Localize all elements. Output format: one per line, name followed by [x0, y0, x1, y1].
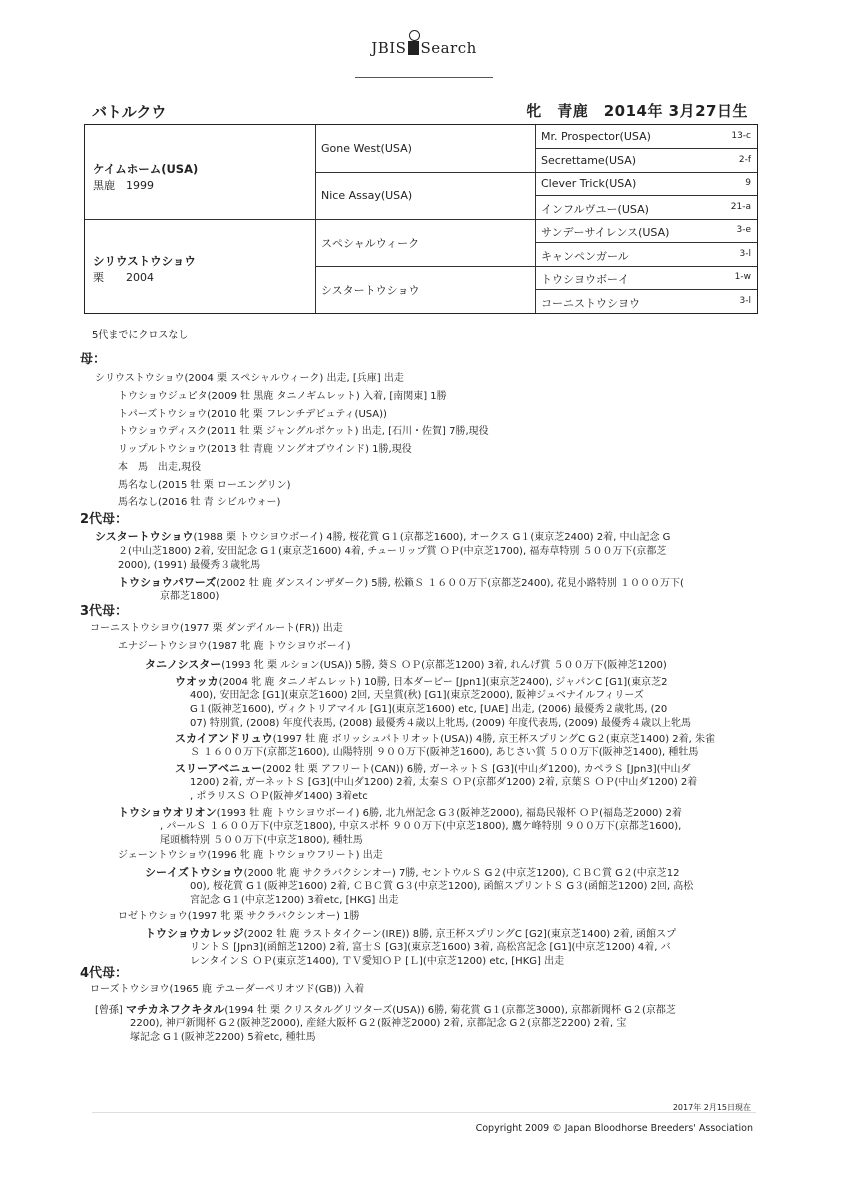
gen3-family-code: 1-w: [734, 272, 751, 282]
as-of-date: 2017年 2月15日現在: [672, 1103, 751, 1112]
family-line: [118, 496, 280, 509]
line-text: 本 馬 出走,現役: [118, 462, 202, 473]
gen2-dam-dam: シスタートウショウ: [321, 284, 420, 297]
line-text: 07) 特別賞, (2008) 年度代表馬, (2008) 最優秀４歳以上牝馬, (2009) 年度代表馬, (2009) 最優秀４歳以上牝馬: [190, 718, 691, 729]
line-text: (1994 牡 栗 クリスタルグリツターズ(USA)) 6勝, 菊花賞 G１(京都芝3000), 京都新聞杯 G２(京都芝: [224, 1005, 676, 1016]
family-line: [190, 717, 691, 730]
family-line: [118, 461, 201, 474]
family-line: [175, 732, 715, 746]
cross-note: 5代までにクロスなし: [92, 330, 189, 341]
family-line: [190, 776, 697, 789]
line-text: トパーズトウショウ(2010 牝 栗 フレンチデピュティ(USA)): [118, 409, 387, 420]
family-line: [118, 390, 447, 403]
horse-info: 牝 青鹿 2014年 3月27日生: [526, 102, 748, 120]
dam-name: シリウストウショウ: [93, 254, 196, 268]
gen3-family-code: 3-l: [739, 249, 751, 259]
family-line: [175, 675, 667, 689]
family-line: [95, 372, 404, 385]
pedigree-table: [84, 124, 758, 314]
horse-name: バトルクウ: [92, 103, 167, 121]
family-line: [190, 703, 667, 716]
row-divider-gen3-1: [535, 148, 757, 149]
gen3-family-code: 2-f: [738, 155, 751, 165]
family-line: [90, 983, 364, 996]
sire-detail: 黒鹿 1999: [93, 179, 154, 192]
logo-underline: [355, 77, 493, 78]
dam-cell: [93, 253, 196, 285]
horse-name-bold: ウオッカ: [175, 675, 219, 688]
line-text: ロゼトウショウ(1997 牝 栗 サクラバクシンオー) 1勝: [118, 911, 360, 922]
line-text: レンタインＳ ＯＰ(東京芝1400), ＴＶ愛知ＯＰ [Ｌ](中京芝1200) etc, [HKG] 出走: [190, 956, 565, 967]
gen3-family-code: 13-c: [731, 131, 751, 141]
family-line: [160, 820, 681, 833]
magnifier-icon: [408, 41, 419, 55]
line-text: (1993 牡 鹿 トウシヨウボーイ) 6勝, 北九州記念 G３(阪神芝2000), 福島民報杯 ＯＰ(福島芝2000) 2着: [216, 808, 682, 819]
gen3-ancestor: インフルヴユー(USA): [541, 203, 649, 216]
gen3-ancestor: Mr. Prospector(USA): [541, 130, 651, 143]
relation-prefix: [曾孫]: [95, 1005, 126, 1016]
family-line: [118, 640, 351, 653]
line-text: (2004 牝 鹿 タニノギムレット) 10勝, 日本ダービー [Jpn1](東京芝2400), ジャパンC [G1](東京芝2: [218, 677, 668, 688]
gen3-family-code: 21-a: [730, 202, 751, 212]
sire-cell: [93, 161, 198, 193]
family-line: [145, 927, 676, 941]
line-text: 2000), (1991) 最優秀３歳牝馬: [118, 560, 261, 571]
line-text: (2000 牝 鹿 サクラバクシンオー) 7勝, セントウルＳ G２(中京芝1200), ＣＢＣ賞 G２(中京芝12: [243, 868, 680, 879]
row-divider-gen3-2: [535, 195, 757, 196]
horse-name-bold: トウショウパワーズ: [118, 576, 217, 589]
section-4th-dam: 4代母：: [80, 966, 129, 981]
section-2nd-dam: 2代母：: [80, 512, 129, 527]
gen3-ancestor: コーニストウシヨウ: [541, 297, 640, 310]
horse-name-bold: シーイズトウショウ: [145, 866, 244, 879]
line-text: シリウストウショウ(2004 栗 スペシャルウィーク) 出走, [兵庫] 出走: [95, 373, 404, 384]
section-dam: 母：: [80, 352, 107, 367]
line-text: エナジートウシヨウ(1987 牝 鹿 トウシヨウボーイ): [118, 641, 351, 652]
line-text: トウショウディスク(2011 牡 栗 ジャングルポケット) 出走, [石川・佐賀] 7勝,現役: [118, 426, 489, 437]
family-line: [145, 866, 680, 880]
line-text: Ｓ １６００万下(京都芝1600), 山陽特別 ９００万下(阪神芝1600), あじさい賞 ５００万下(阪神芝1400), 種牡馬: [190, 747, 699, 758]
family-line: [130, 1031, 316, 1044]
line-text: リントＳ [Jpn3](函館芝1200) 2着, 富士Ｓ [G3](東京芝1600) 3着, 高松宮記念 [G1](中京芝1200) 4着, バ: [190, 942, 671, 953]
family-line: [95, 530, 670, 544]
family-line: [118, 443, 412, 456]
line-text: (2002 牡 鹿 ダンスインザダーク) 5勝, 松籟Ｓ １６００万下(京都芝2400), 花見小路特別 １０００万下(: [216, 578, 684, 589]
family-line: [160, 834, 363, 847]
family-line: [130, 1017, 626, 1030]
family-line: [95, 1003, 676, 1017]
horse-name-bold: スカイアンドリュウ: [175, 732, 273, 745]
line-text: 00), 桜花賞 G１(阪神芝1600) 2着, ＣＢＣ賞 G３(中京芝1200), 函館スプリントＳ G３(函館芝1200) 2回, 高松: [190, 881, 694, 892]
family-line: [190, 880, 693, 893]
row-divider-gen3-3: [535, 242, 757, 243]
gen3-ancestor: トウシヨウボーイ: [541, 273, 629, 286]
jbis-logo: [0, 38, 848, 57]
gen3-ancestor: Secrettame(USA): [541, 154, 637, 167]
line-text: (1993 牝 栗 ルション(USA)) 5勝, 葵Ｓ ＯＰ(京都芝1200) 3着, れんげ賞 ５００万下(阪神芝1200): [221, 660, 667, 671]
horse-name-bold: タニノシスター: [145, 658, 222, 671]
sire-name: ケイムホーム(USA): [93, 162, 199, 176]
family-line: [118, 910, 359, 923]
family-line: [190, 955, 564, 968]
gen3-family-code: 9: [745, 178, 751, 188]
gen3-ancestor: Clever Trick(USA): [541, 177, 637, 190]
line-text: , パールＳ １６００万下(中京芝1800), 中京スポ杯 ９００万下(中京芝1800), 鷹ケ峰特別 ９００万下(京都芝1600),: [160, 821, 682, 832]
family-line: [160, 590, 219, 603]
family-line: [118, 576, 684, 590]
copyright: Copyright 2009 © Japan Bloodhorse Breeders' Association: [475, 1123, 753, 1134]
line-text: ジェーントウショウ(1996 牝 鹿 トウショウフリート) 出走: [118, 850, 383, 861]
horse-name-bold: トウショウオリオン: [118, 806, 217, 819]
line-text: 2200), 神戸新聞杯 G２(阪神芝2000), 産経大阪杯 G２(阪神芝2000) 2着, 京都記念 G２(京都芝2200) 2着, 宝: [130, 1018, 627, 1029]
family-line: [175, 762, 691, 776]
family-line: [118, 806, 682, 820]
line-text: 馬名なし(2016 牡 青 シビルウォー): [118, 497, 281, 508]
family-line: [118, 479, 291, 492]
line-text: 1200) 2着, ガーネットＳ [G3](中山ダ1200) 2着, 太秦Ｓ ＯＰ(京都ダ1200) 2着, 京葉Ｓ ＯＰ(中山ダ1200) 2着: [190, 777, 698, 788]
line-text: (1997 牡 鹿 ボリッシュパトリオット(USA)) 4勝, 京王杯スプリングC G２(東京芝1400) 2着, 朱雀: [272, 734, 716, 745]
row-divider-gen1: [85, 219, 757, 220]
family-line: [118, 408, 387, 421]
line-text: ２(中山芝1800) 2着, 安田記念 G１(東京芝1600) 4着, チューリップ賞 ＯＰ(中京芝1700), 福寿草特別 ５００万下(京都芝: [118, 546, 667, 557]
family-line: [190, 790, 368, 803]
row-divider-gen2-b: [315, 266, 757, 267]
footer-divider: [92, 1112, 756, 1113]
horse-name-bold: スリーアベニュー: [175, 762, 263, 775]
line-text: (1988 栗 トウシヨウボーイ) 4勝, 桜花賞 G１(京都芝1600), オークス G１(東京芝2400) 2着, 中山記念 G: [193, 532, 671, 543]
line-text: 尾頭橋特別 ５００万下(中京芝1800), 種牡馬: [160, 835, 363, 846]
gen3-ancestor: サンデーサイレンス(USA): [541, 226, 670, 239]
horse-name-bold: マチカネフクキタル: [125, 1003, 225, 1016]
family-line: [118, 849, 383, 862]
row-divider-gen2-a: [315, 172, 757, 173]
gen2-sire-dam: Nice Assay(USA): [321, 189, 413, 202]
line-text: (2002 牡 栗 アフリート(CAN)) 6勝, ガーネットＳ [G3](中山ダ1200), カペラＳ [Jpn3](中山ダ: [262, 764, 691, 775]
gen3-family-code: 3-l: [739, 296, 751, 306]
family-line: [90, 622, 343, 635]
dam-detail: 栗 2004: [93, 271, 154, 284]
gen3-family-code: 3-e: [736, 225, 751, 235]
line-text: 400), 安田記念 [G1](東京芝1600) 2回, 天皇賞(秋) [G1](東京芝2000), 阪神ジュベナイルフィリーズ: [190, 690, 644, 701]
family-line: [190, 746, 698, 759]
row-divider-gen3-4: [535, 289, 757, 290]
horse-name-bold: トウショウカレッジ: [145, 927, 244, 940]
line-text: コーニストウシヨウ(1977 栗 ダンデイルート(FR)) 出走: [90, 623, 343, 634]
family-line: [118, 545, 666, 558]
horse-name-bold: シスタートウショウ: [95, 530, 194, 543]
line-text: G１(阪神芝1600), ヴィクトリアマイル [G1](東京芝1600) etc, [UAE] 出走, (2006) 最優秀２歳牝馬, (20: [190, 704, 668, 715]
family-line: [190, 689, 644, 702]
line-text: 塚記念 G１(阪神芝2200) 5着etc, 種牡馬: [130, 1032, 316, 1043]
logo-text-search: Search: [420, 39, 477, 57]
family-line: [190, 941, 671, 954]
family-line: [145, 658, 667, 672]
line-text: 宮記念 G１(中京芝1200) 3着etc, [HKG] 出走: [190, 895, 399, 906]
family-line: [118, 425, 489, 438]
line-text: リップルトウショウ(2013 牡 青鹿 ソングオブウインド) 1勝,現役: [118, 444, 412, 455]
line-text: (2002 牡 鹿 ラストタイクーン(IRE)) 8勝, 京王杯スプリングC [G2](東京芝1400) 2着, 函館スプ: [243, 929, 677, 940]
family-line: [190, 894, 398, 907]
line-text: 馬名なし(2015 牡 栗 ローエングリン): [118, 480, 291, 491]
line-text: , ポラリスＳ ＯＰ(阪神ダ1400) 3着etc: [190, 791, 368, 802]
section-3rd-dam: 3代母：: [80, 604, 129, 619]
line-text: 京都芝1800): [160, 591, 220, 602]
family-line: [118, 559, 260, 572]
line-text: ローズトウシヨウ(1965 鹿 テユーダーペリオツド(GB)) 入着: [90, 984, 365, 995]
logo-text-jbis: JBIS: [371, 39, 407, 57]
gen3-ancestor: キャンペンガール: [541, 250, 629, 263]
gen2-sire-sire: Gone West(USA): [321, 142, 412, 155]
line-text: トウショウジュピタ(2009 牡 黒鹿 タニノギムレット) 入着, [南関東] 1勝: [118, 391, 447, 402]
gen2-dam-sire: スペシャルウィーク: [321, 237, 420, 250]
